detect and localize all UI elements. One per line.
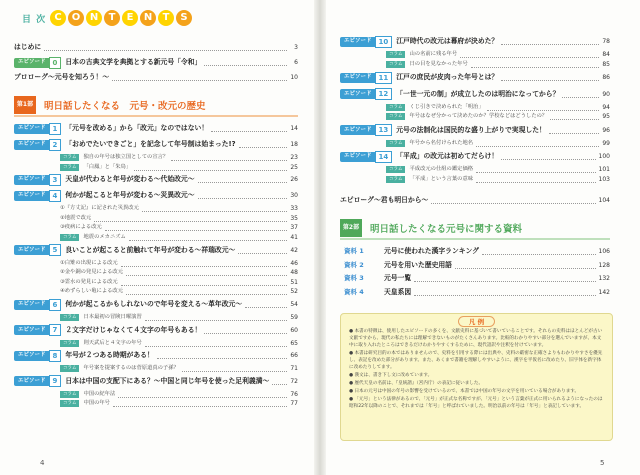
- toc-reference-row: [344, 246, 610, 257]
- toc-sub-row: [60, 398, 298, 409]
- dot-leader: [431, 197, 595, 204]
- column-badge: コラム: [386, 140, 405, 147]
- episode-number: 0: [49, 57, 62, 69]
- episode-title: ２文字だけじゃなくて４文字の年号もある！: [65, 325, 202, 334]
- dot-leader: [105, 224, 287, 231]
- page-ref: 101: [598, 166, 610, 173]
- contents-letter: T: [158, 10, 174, 26]
- toc-sub-row: [60, 162, 298, 173]
- page-ref: 59: [290, 314, 298, 321]
- sub-title: 年号から名付けられた地名: [409, 139, 474, 146]
- dot-leader: [238, 247, 287, 254]
- episode-number: 1: [49, 123, 62, 135]
- page-ref: 54: [290, 301, 298, 308]
- dot-leader: [134, 164, 287, 171]
- episode-title: 何かが起こると年号が変わる～災異改元～: [65, 191, 195, 200]
- sub-title: ②地震で改元: [60, 214, 92, 221]
- toc-episode-row: [14, 174, 298, 185]
- episode-badge: エピソード 8: [14, 351, 61, 361]
- toc-sub-row: [386, 138, 610, 149]
- episode-badge: エピソード 9: [14, 376, 61, 386]
- notes-title: 凡 例: [458, 316, 495, 327]
- toc-episode-row: [340, 89, 610, 100]
- reference-label: 資料 2: [344, 260, 364, 269]
- episode-number: 7: [49, 324, 62, 336]
- episode-number: 11: [375, 72, 393, 84]
- dot-leader: [476, 176, 596, 183]
- page-ref: 86: [602, 74, 610, 82]
- dot-leader: [171, 154, 287, 161]
- dot-leader: [145, 314, 287, 321]
- dot-leader: [501, 38, 599, 45]
- episode-badge: エピソード 7: [14, 325, 61, 335]
- column-badge: コラム: [386, 166, 405, 173]
- reference-title: 元号を用いた歴史用語: [384, 260, 452, 269]
- episode-badge: エピソード 13: [340, 125, 392, 135]
- notes-item: ● 漢文は、書き下し文に改めています。: [349, 373, 433, 378]
- toc-episode-row: [14, 123, 298, 134]
- episode-number: 4: [49, 190, 62, 202]
- dot-leader: [112, 74, 287, 81]
- page-ref: 23: [290, 154, 298, 161]
- column-badge: コラム: [386, 176, 405, 183]
- sub-title: ①『方丈記』に記された災異改元: [60, 205, 139, 212]
- contents-letter: C: [50, 10, 66, 26]
- page-ref: 10: [290, 74, 298, 81]
- sub-title: 地震のメカニズム: [83, 234, 126, 240]
- toc-sub-row: [60, 232, 298, 243]
- page-ref: 18: [290, 141, 298, 148]
- sub-title: 則天武后と４文字の年号: [83, 339, 142, 346]
- dot-leader: [121, 279, 287, 286]
- reference-title: 天皇系図: [384, 287, 412, 296]
- dot-leader: [501, 153, 595, 160]
- sub-title: ③疫病による改元: [60, 224, 102, 231]
- episode-number: 10: [375, 36, 393, 48]
- dot-leader: [239, 141, 287, 148]
- episode-badge: エピソード 3: [14, 175, 61, 185]
- dot-leader: [44, 44, 287, 51]
- dot-leader: [476, 166, 596, 173]
- column-badge: コラム: [386, 61, 405, 68]
- column-badge: コラム: [60, 391, 79, 398]
- page-ref: 94: [602, 103, 610, 111]
- episode-title: 天皇が代わると年号が変わる～代始改元～: [65, 175, 195, 184]
- episode-number: 12: [375, 88, 393, 100]
- toc-episode-row: [340, 125, 610, 136]
- sub-title: 「白鳳」と「朱鳥」: [83, 163, 132, 170]
- sub-title: 山の名前に残る年号: [409, 51, 458, 57]
- dot-leader: [476, 140, 599, 147]
- contents-letter: T: [104, 10, 120, 26]
- page-ref: 37: [290, 224, 298, 232]
- page-ref: 103: [598, 175, 610, 183]
- reference-label: 資料 3: [344, 274, 364, 282]
- dot-leader: [245, 301, 287, 308]
- episode-badge: エピソード 12: [340, 89, 392, 99]
- page-ref: 51: [290, 278, 298, 286]
- episode-number: 3: [49, 174, 62, 186]
- page-ref: 77: [290, 400, 298, 408]
- sub-title: ③霊水の発見による改元: [60, 278, 118, 285]
- mokuji-label: 目 次: [22, 15, 47, 25]
- sub-title: 独自の年号は独立国としての宣言？: [83, 154, 169, 160]
- episode-title: 「平成」の改元は初めてだらけ！: [396, 152, 499, 160]
- page-ref: 76: [290, 390, 298, 398]
- toc-episode-row: [14, 325, 298, 336]
- toc-episode-row: [14, 245, 298, 256]
- episode-number: 13: [375, 124, 393, 136]
- page-ref: 60: [290, 326, 298, 334]
- contents-letter: N: [86, 10, 102, 26]
- contents-letter: O: [68, 10, 84, 26]
- toc-sub-row: [386, 59, 610, 70]
- dot-leader: [562, 91, 599, 98]
- toc-episode-row: [14, 139, 298, 150]
- column-badge: コラム: [386, 104, 405, 111]
- page-ref: 72: [290, 377, 298, 385]
- page-ref: 128: [598, 261, 610, 269]
- dot-leader: [157, 352, 287, 359]
- episode-title: 何かが起こるかもしれないので年号を変える～革年改元～: [65, 300, 243, 308]
- page-number-right: 5: [600, 459, 605, 467]
- part1-badge: 第1部: [14, 96, 36, 114]
- page-ref: 99: [602, 139, 610, 147]
- contents-letter: S: [176, 10, 192, 26]
- toc-episode-row: [340, 36, 610, 47]
- page-ref: 106: [598, 248, 610, 255]
- dot-leader: [487, 104, 599, 111]
- toc-sub-row: [386, 174, 610, 185]
- episode-title: 年号が２つある時期がある！: [65, 351, 154, 360]
- toc-episode-row: [14, 299, 298, 310]
- episode-badge: エピソード 14: [340, 152, 392, 162]
- dot-leader: [482, 248, 596, 255]
- page-ref: 25: [290, 163, 298, 171]
- episode-badge: エピソード 2: [14, 140, 61, 150]
- page-ref: 52: [290, 288, 298, 296]
- column-badge: コラム: [386, 113, 405, 120]
- episode-badge: エピソード 1: [14, 124, 61, 134]
- notes-item: ● 歴代天皇の名前は、『皇統譜』（宮内庁）の表記に従いました。: [349, 381, 484, 386]
- column-badge: コラム: [60, 365, 79, 372]
- toc-episode-row: [14, 57, 298, 68]
- dot-leader: [126, 269, 287, 276]
- column-badge: コラム: [60, 234, 79, 241]
- contents-title: [50, 5, 194, 29]
- dot-leader: [118, 391, 287, 398]
- page-ref: 66: [290, 352, 298, 360]
- toc-episode-row: [14, 376, 298, 387]
- page-ref: 35: [290, 214, 298, 222]
- page-ref: 84: [602, 51, 610, 58]
- sub-title: 年号はなぜ分かって決めたのか？学校などはどうしたの？: [409, 113, 548, 120]
- page-ref: 78: [602, 38, 610, 45]
- dot-leader: [145, 340, 287, 347]
- column-badge: コラム: [386, 51, 405, 58]
- page-ref: 85: [602, 60, 610, 68]
- dot-leader: [414, 289, 595, 296]
- dot-leader: [549, 127, 599, 134]
- page-ref: 6: [294, 59, 298, 66]
- toc-episode-row: [340, 151, 610, 162]
- part2-underline: [340, 238, 610, 240]
- reference-label: 資料 1: [344, 247, 364, 255]
- episode-badge: エピソード 4: [14, 191, 61, 201]
- toc-episode-row: [340, 72, 610, 83]
- toc-sub-row: [386, 111, 610, 122]
- sub-title: 年号案を提案するのは菅原道真の子孫？: [83, 365, 179, 372]
- reference-title: 元号一覧: [384, 274, 412, 282]
- notes-item: ● 「元号」という法律があるので、「元号」が正式な名称ですが、「元号」という言葉が正式に用いられるようになったのは昭和22年以降のことで、それまでは「年号」と呼ばれていました。明治以前の年号は「年号」と表記しています。: [349, 397, 603, 409]
- column-badge: コラム: [60, 400, 79, 407]
- episode-title: 江戸の庶民が皮肉った年号とは？: [396, 73, 499, 82]
- episode-number: 14: [375, 151, 393, 163]
- page-ref: 42: [290, 246, 298, 254]
- sub-title: ①白雉の出現による改元: [60, 259, 118, 266]
- toc-epilogue-row: [340, 195, 610, 206]
- notes-item: ● 本書の特徴は、使用したエピソードの多くを、文献史料に基づいて書いていることです。それらの史料はほとんどが古い文献ですから、現代の私たちには理解できないものがたくさんあります。比較的わかりやすい部分を選んでいますが、本文中に取り入れたところはできるだけわかりやすくするために、現代語訳や注釈を付けています。: [349, 329, 603, 348]
- episode-number: 5: [49, 244, 62, 256]
- episode-title: 良いことが起こると前触れて年号が変わる～祥瑞改元～: [65, 245, 236, 254]
- prologue-title: プロローグ～元号を知ろう！～: [14, 73, 110, 81]
- toc-intro-row: [14, 42, 298, 53]
- dot-leader: [113, 400, 287, 407]
- episode-title: 「おめでたいできごと」を記念して年号制は始まった!?: [65, 140, 236, 148]
- episode-number: 6: [49, 299, 62, 311]
- column-badge: コラム: [60, 154, 79, 161]
- notes-box: [340, 313, 613, 441]
- dot-leader: [204, 59, 287, 66]
- page-ref: 30: [290, 192, 298, 200]
- dot-leader: [126, 288, 287, 295]
- sub-title: 平成改元の仕組の鑑定価格: [409, 166, 474, 172]
- episode-badge: エピソード 0: [14, 58, 61, 68]
- page-ref: 65: [290, 339, 298, 347]
- toc-sub-row: [60, 312, 298, 323]
- toc-reference-row: [344, 273, 610, 284]
- episode-title: 「一世一元の制」が成立したのは明治になってから？: [396, 89, 560, 98]
- episode-badge: エピソード 10: [340, 37, 392, 47]
- dot-leader: [550, 113, 599, 120]
- page-number-left: 4: [40, 459, 45, 467]
- page-ref: 104: [598, 197, 610, 204]
- page-ref: 95: [602, 113, 610, 121]
- dot-leader: [272, 378, 287, 385]
- contents-letter: N: [140, 10, 156, 26]
- dot-leader: [460, 51, 599, 58]
- part2-banner: [340, 219, 522, 237]
- sub-title: 「平成」という言葉の意味: [409, 175, 474, 182]
- dot-leader: [501, 74, 599, 81]
- sub-title: 中国の年号: [83, 400, 110, 407]
- dot-leader: [182, 365, 287, 372]
- part1-banner: [14, 96, 206, 114]
- book-gutter: [314, 0, 326, 475]
- episode-number: 9: [49, 375, 62, 387]
- episode-badge: エピソード 6: [14, 300, 61, 310]
- episode-badge: エピソード 11: [340, 73, 392, 83]
- toc-reference-row: [344, 260, 610, 271]
- dot-leader: [94, 215, 287, 222]
- toc-prologue-row: [14, 72, 298, 83]
- part2-title: 明日話したくなる元号に関する資料: [370, 224, 523, 235]
- episode-number: 8: [49, 350, 62, 362]
- page-ref: 46: [290, 259, 298, 267]
- toc-episode-row: [14, 190, 298, 201]
- episode-title: 「元号を改める」から「改元」なのではない！: [65, 124, 209, 132]
- toc-sub-row: [60, 286, 298, 297]
- dot-leader: [121, 260, 287, 267]
- part2-badge: 第2部: [340, 219, 362, 237]
- episode-badge: エピソード 5: [14, 245, 61, 255]
- sub-title: 中国の紀年法: [83, 390, 116, 397]
- sub-title: 日の目を見なかった年号: [409, 60, 468, 67]
- page-ref: 142: [598, 288, 610, 296]
- dot-leader: [414, 275, 595, 282]
- page-ref: 100: [598, 153, 610, 160]
- page-ref: 48: [290, 269, 298, 277]
- dot-leader: [142, 205, 287, 212]
- page-ref: 132: [598, 275, 610, 282]
- reference-label: 資料 4: [344, 287, 364, 296]
- page-ref: 33: [290, 205, 298, 213]
- column-badge: コラム: [60, 314, 79, 321]
- page-ref: 90: [602, 90, 610, 98]
- column-badge: コラム: [60, 164, 79, 171]
- part1-underline: [14, 115, 298, 117]
- dot-leader: [129, 234, 287, 241]
- episode-title: 日本は中国の支配下にある？～中国と同じ年号を使った足利義満～: [65, 376, 270, 385]
- sub-title: くじ引きで決められた「明治」: [409, 103, 484, 110]
- toc-sub-row: [60, 363, 298, 374]
- intro-title: はじめに: [14, 43, 42, 51]
- column-badge: コラム: [60, 340, 79, 347]
- episode-title: 日本の古典文学を典拠とする新元号「令和」: [65, 58, 202, 66]
- page-ref: 71: [290, 365, 298, 373]
- page-ref: 14: [290, 125, 298, 132]
- episode-number: 2: [49, 139, 62, 151]
- contents-letter: E: [122, 10, 138, 26]
- epilogue-title: エピローグ～君も明日から～: [340, 196, 429, 204]
- toc-sub-row: [60, 338, 298, 349]
- dot-leader: [204, 327, 287, 334]
- dot-leader: [198, 192, 287, 199]
- episode-title: 元号の法制化は国民的な盛り上がりで実現した！: [396, 125, 546, 134]
- toc-reference-row: [344, 287, 610, 298]
- reference-title: 元号に使われた漢字ランキング: [384, 247, 479, 255]
- dot-leader: [198, 176, 287, 183]
- dot-leader: [211, 125, 287, 132]
- toc-episode-row: [14, 350, 298, 361]
- dot-leader: [471, 61, 599, 68]
- sub-title: ④めずらしい亀による改元: [60, 288, 124, 295]
- page-ref: 3: [294, 44, 298, 51]
- sub-title: ②金や銅の発見による改元: [60, 269, 124, 276]
- page-ref: 41: [290, 234, 298, 241]
- notes-item: ● 日本の元号は中国の年号の影響を受けているので、本書では中国の年号の文字を用いている場合があります。: [349, 389, 580, 394]
- dot-leader: [455, 262, 596, 269]
- notes-item: ● 本書は研究目的の本ではありませんので、史料を引用する際には出典や、史料の厳密な正確さよりもわかりやすさを優先し、表記を改めた部分があります。また、あくまで書籍を理解しやすいように、漢字を平仮名に改めたり、旧字体を新字体に改めたりしてます。: [349, 351, 603, 370]
- part1-title: 明日話したくなる 元号・改元の歴史: [44, 101, 206, 112]
- episode-title: 江戸時代の改元は幕府が決めた？: [396, 37, 499, 45]
- page-ref: 26: [290, 176, 298, 184]
- sub-title: 日本最初の冒険日曜演習: [83, 314, 142, 320]
- page-ref: 96: [602, 126, 610, 134]
